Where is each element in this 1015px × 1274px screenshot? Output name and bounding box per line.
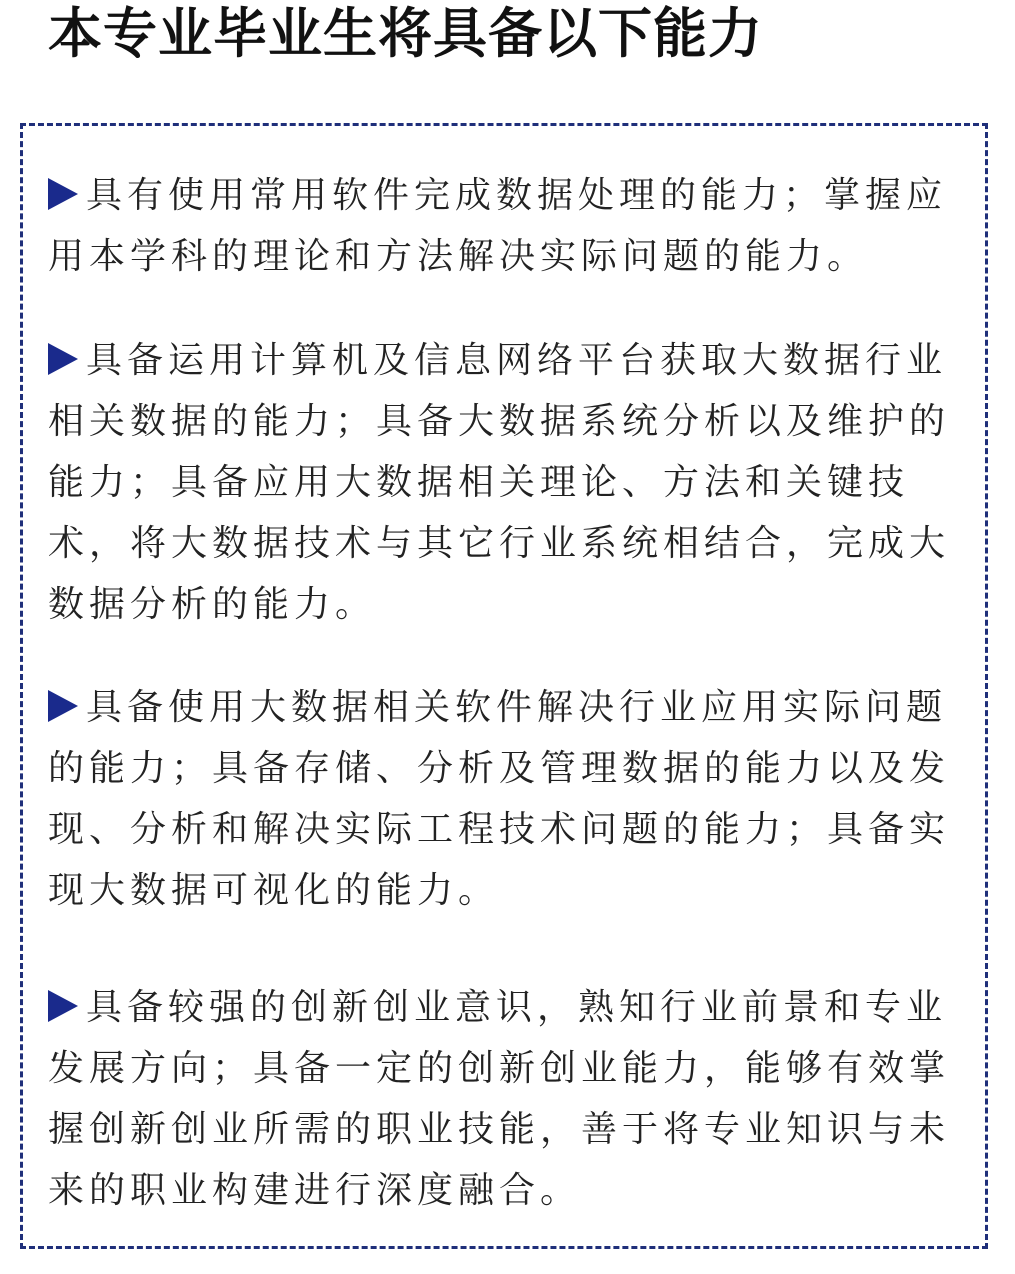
triangle-right-icon: [48, 178, 78, 210]
page-title: 本专业毕业生将具备以下能力: [48, 2, 763, 65]
ability-item: [48, 330, 968, 635]
triangle-right-icon: [48, 343, 78, 375]
ability-text: 具备较强的创新创业意识，熟知行业前景和专业发展方向；具备一定的创新创业能力，能够有效掌握创新创业所需的职业技能，善于将专业知识与未来的职业构建进行深度融合。: [48, 987, 951, 1211]
ability-text: 具备运用计算机及信息网络平台获取大数据行业相关数据的能力；具备大数据系统分析以及维护的能力；具备应用大数据相关理论、方法和关键技术，将大数据技术与其它行业系统相结合，完成大数据分析的能力。: [48, 340, 951, 625]
ability-item: [48, 677, 968, 921]
ability-text: 具有使用常用软件完成数据处理的能力；掌握应用本学科的理论和方法解决实际问题的能力。: [48, 175, 948, 277]
triangle-right-icon: [48, 990, 78, 1022]
ability-text: 具备使用大数据相关软件解决行业应用实际问题的能力；具备存储、分析及管理数据的能力以及发现、分析和解决实际工程技术问题的能力；具备实现大数据可视化的能力。: [48, 687, 951, 911]
ability-item: [48, 977, 968, 1221]
triangle-right-icon: [48, 690, 78, 722]
ability-item: [48, 165, 968, 287]
